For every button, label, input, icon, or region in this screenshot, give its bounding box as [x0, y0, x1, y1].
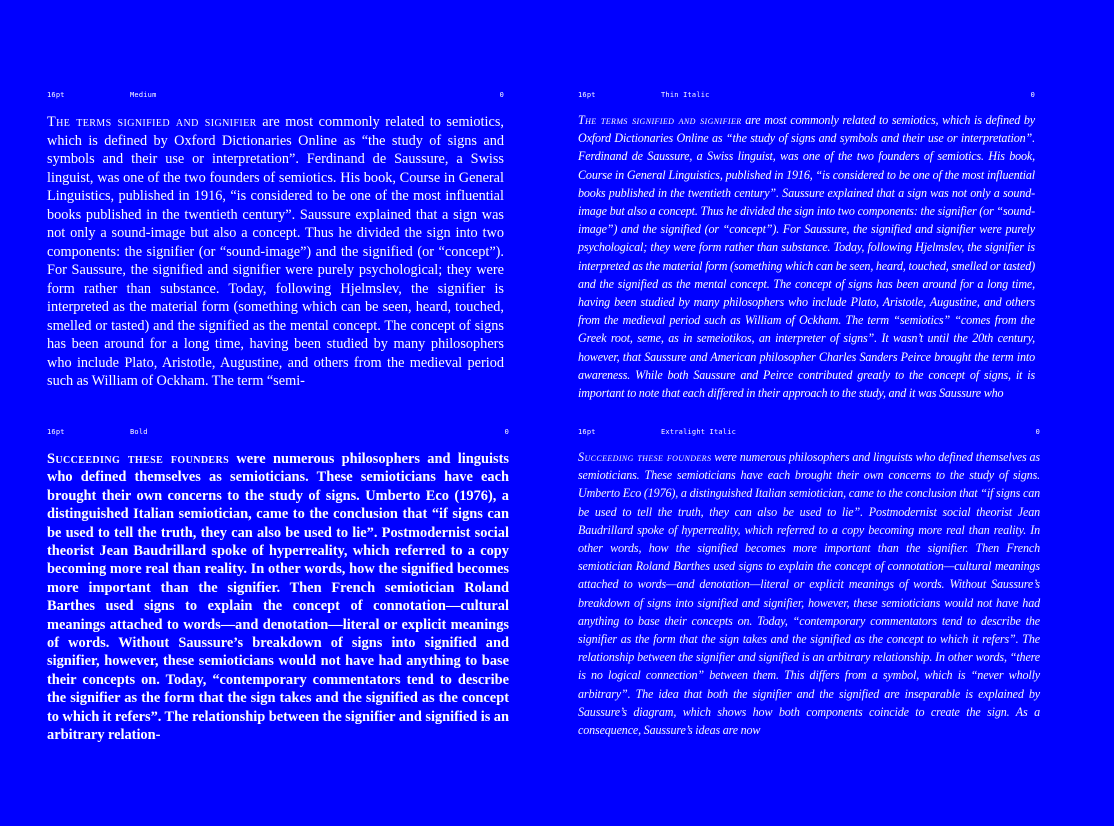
- font-style-label: Thin Italic: [661, 91, 710, 99]
- specimen-meta: [47, 428, 509, 438]
- paragraph-body: are most commonly related to semiotics, which is defined by Oxford Dictionaries Online as “the study of signs and symbols and their use or interpretation”. Ferdinand de Saussure, a Swiss linguist, was one of the two founders of semiotics. His book, Course in General Linguistics, published in 1916, “is considered to be one of the most influential books published in the twentieth century”. Saussure explained that a sign was not only a sound-image but also a concept. Thus he divided the sign into two components: the signifier (or “sound-image”) and the signified (or “concept”). For Saussure, the signified and signifier were purely psychological; they were form rather than substance. Today, following Hjelmslev, the signifier is interpreted as the material form (something which can be seen, heard, touched, smelled or tasted) and the signified as the mental concept. The concept of signs has been around for a long time, having been studied by many philosophers who include Plato, Aristotle, Augustine, and others from the medieval period such as William of Ockham. The term “semi-: [47, 114, 504, 389]
- specimen-meta: [47, 91, 504, 101]
- font-size-label: 16pt: [578, 91, 596, 99]
- specimen-paragraph: [47, 450, 509, 744]
- font-size-label: 16pt: [47, 91, 65, 99]
- font-size-label: 16pt: [47, 428, 65, 436]
- specimen-meta: [578, 428, 1040, 438]
- lead-in-small-caps: Succeeding these founders: [47, 451, 230, 467]
- specimen-number: 0: [504, 428, 509, 436]
- paragraph-body: were numerous philosophers and linguists who defined themselves as semioticians. These semioticians have each brought their own concerns to the study of signs. Umberto Eco (1976), a distinguished Italian semiotician, came to the conclusion that “if signs can be used to tell the truth, they can also be used to lie”. Postmodernist social theorist Jean Baudrillard spoke of hyperreality, which referred to a copy becoming more real than reality. In other words, how the signified becomes more important than the signifier. Then French semiotician Roland Barthes used signs to explain the concept of connotation—cultural meanings attached to words—and denotation—literal or explicit meanings of words. Without Saussure’s breakdown of signs into signified and signifier, however, these semioticians would not have had anything to base their concepts on. Today, “contemporary commentators tend to describe the signifier as the form that the sign takes and the signified as the concept to which it refers”. The relationship between the signifier and signified is an arbitrary relation-: [47, 451, 509, 744]
- specimen-number: 0: [1030, 91, 1035, 99]
- specimen-paragraph: [578, 448, 1040, 738]
- specimen-meta: [578, 91, 1035, 101]
- paragraph-body: were numerous philosophers and linguists who defined themselves as semioticians. These semioticians have each brought their own concerns to the study of signs. Umberto Eco (1976), a distinguished Italian semiotician, came to the conclusion that “if signs can be used to tell the truth, they can also be used to lie”. Postmodernist social theorist Jean Baudrillard spoke of hyperreality, which referred to a copy becoming more real than reality. In other words, how the signified becomes more important than the signifier. Then French semiotician Roland Barthes used signs to explain the concept of connotation—cultural meanings attached to words—and denotation—literal or explicit meanings of words. Without Saussure’s breakdown of signs into signified and signifier, however, these semioticians would not have had anything to base their concepts on. Today, “contemporary commentators tend to describe the signifier as the form that the sign takes and the signified as the concept to which it refers”. The relationship between the signifier and signified is an arbitrary relationship. In other words, “there is no logical connection” between them. This differs from a symbol, which is “never wholly arbitrary”. The idea that both the signifier and the signified are inseparable is explained by Saussure’s diagram, which shows how both components coincide to create the sign. As a consequence, Saussure’s ideas are now: [578, 450, 1040, 738]
- font-size-label: 16pt: [578, 428, 596, 436]
- lead-in-small-caps: The terms signified and signifier: [47, 114, 257, 130]
- specimen-number: 0: [499, 91, 504, 99]
- paragraph-body: are most commonly related to semiotics, which is defined by Oxford Dictionaries Online as “the study of signs and symbols and their use or interpretation”. Ferdinand de Saussure, a Swiss linguist, was one of the two founders of semiotics. His book, Course in General Linguistics, published in 1916, “is considered to be one of the most influential books published in the twentieth century”. Saussure explained that a sign was not only a sound-image but also a concept. Thus he divided the sign into two components: the signifier (or “sound-image”) and the signified (or “concept”). For Saussure, the signified and signifier were purely psychological; they were form rather than substance. Today, following Hjelmslev, the signifier is interpreted as the material form (something which can be seen, heard, touched, smelled or tasted) and the signified as the mental concept. The concept of signs has been around for a long time, having been studied by many philosophers who include Plato, Aristotle, Augustine, and others from the medieval period such as William of Ockham. The term “semiotics” “comes from the Greek root, seme, as in semeiotikos, an interpreter of signs”. It wasn’t until the 20th century, however, that Saussure and American philosopher Charles Sanders Peirce brought the term into awareness. While both Saussure and Peirce contributed greatly to the concept of signs, it is important to note that each differed in their approach to the study, and it was Saussure who: [578, 113, 1035, 401]
- specimen-number: 0: [1035, 428, 1040, 436]
- font-style-label: Bold: [130, 428, 148, 436]
- specimen-paragraph: [578, 111, 1035, 401]
- specimen-paragraph: [47, 113, 504, 391]
- lead-in-small-caps: Succeeding these founders: [578, 450, 712, 464]
- font-style-label: Medium: [130, 91, 157, 99]
- font-style-label: Extralight Italic: [661, 428, 737, 436]
- lead-in-small-caps: The terms signified and signifier: [578, 113, 742, 127]
